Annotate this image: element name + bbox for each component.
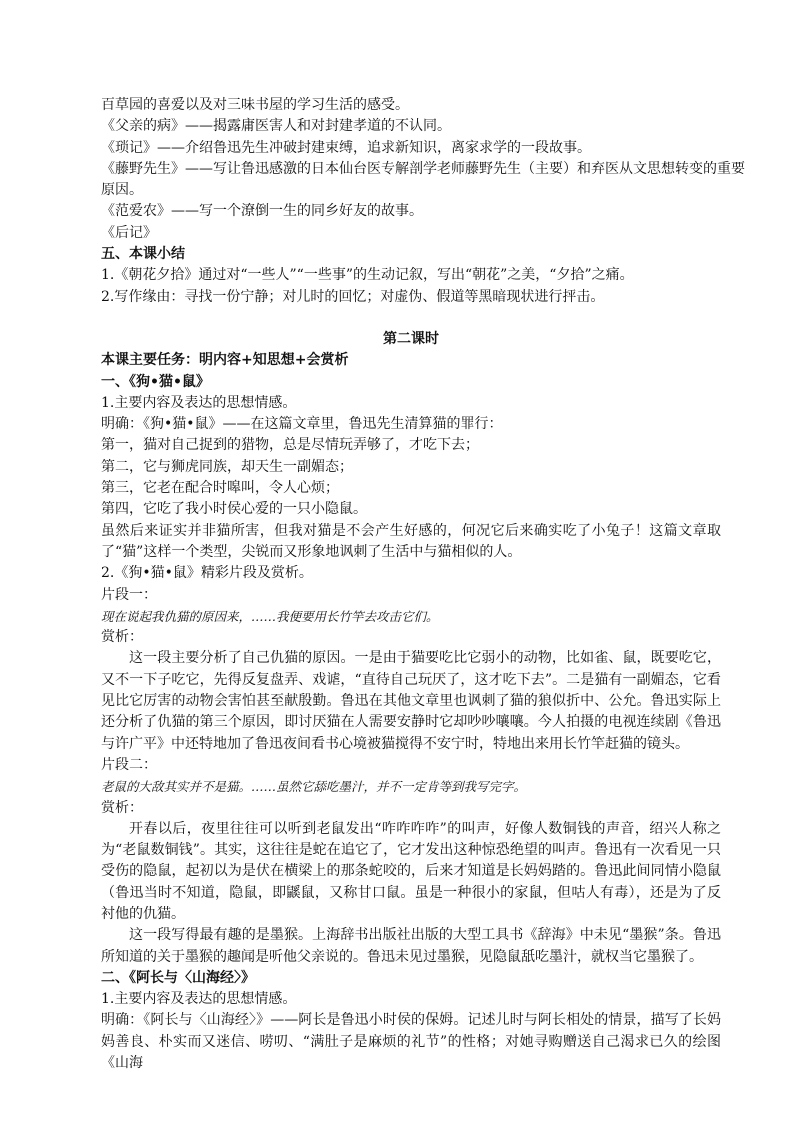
section-2-q1: 1.主要内容及表达的思想情感。 [101, 991, 297, 1008]
section-1-answer-3: 第二，它与狮虎同族，却天生一副媚态； [101, 458, 353, 475]
lesson-task: 本课主要任务：明内容+知思想+会赏析 [101, 352, 349, 369]
section-1-answer-4: 第三，它老在配合时嗥叫，令人心烦； [101, 480, 339, 497]
intro-line-7: 《后记》 [101, 224, 157, 241]
section-1-answer-1: 明确：《狗•猫•鼠》——在这篇文章里，鲁迅先生清算猫的罪行： [101, 416, 503, 433]
lesson-title: 第二课时 [383, 330, 439, 347]
section-1-heading: 一、《狗•猫•鼠》 [101, 373, 210, 390]
document-page [101, 95, 745, 1074]
fragment-1-analysis: 这一段主要分析了自己仇猫的原因。一是由于猫要吃比它弱小的动物，比如雀、鼠，既要吃它，又不一下子吃它，先得反复盘弄、戏谑，“直待自己玩厌了，这才吃下去”。二是猫有一副媚态，它看见比它厉害的动物会害怕甚至献殷勤。鲁迅在其他文章里也讽刺了猫的狼似折中、公允。鲁迅实际上还分析了仇猫的第三个原因，即讨厌猫在人需要安静时它却吵吵嚷嚷。今人拍摄的电视连续剧《鲁迅与许广平》中还特地加了鲁迅夜间看书心境被猫搅得不安宁时，特地出来用长竹竿赶猫的镜头。 [101, 650, 721, 752]
section-1-answer-5: 第四，它吃了我小时侯心爱的一只小隐鼠。 [101, 501, 367, 518]
fragment-2-label: 片段二： [101, 756, 157, 773]
section-2-answer: 明确：《阿长与〈山海经〉》——阿长是鲁迅小时侯的保姆。记述儿时与阿长相处的情景，描写了长妈妈善良、朴实而又迷信、唠叨、“满肚子是麻烦的礼节”的性格；对她寻购赠送自己渴求已久的绘图《山海 [101, 1012, 721, 1072]
intro-line-4: 《藤野先生》——写让鲁迅感激的日本仙台医专解剖学老师藤野先生（主要）和弃医从文思想转变的重要 [101, 160, 745, 177]
intro-line-5: 原因。 [101, 182, 143, 199]
section-1-answer-2: 第一，猫对自己捉到的猎物，总是尽情玩弄够了，才吃下去； [101, 437, 479, 454]
intro-line-2: 《父亲的病》——揭露庸医害人和对封建孝道的不认同。 [101, 118, 451, 135]
summary-item-2: 2.写作缘由：寻找一份宁静；对儿时的回忆；对虚伪、假道等黑暗现状进行抨击。 [101, 288, 605, 305]
intro-line-3: 《琐记》——介绍鲁迅先生冲破封建束缚，追求新知识，离家求学的一段故事。 [101, 139, 591, 156]
summary-item-1: 1.《朝花夕拾》通过对“一些人”“一些事”的生动记叙，写出“朝花”之美，“夕拾”之痛。 [101, 267, 634, 284]
fragment-1-label: 片段一： [101, 586, 157, 603]
fragment-2-quote: 老鼠的大敌其实并不是猫。……虽然它舔吃墨汁，并不一定肯等到我写完字。 [101, 779, 527, 795]
intro-line-6: 《范爱农》——写一个潦倒一生的同乡好友的故事。 [101, 203, 423, 220]
section-2-heading: 二、《阿长与〈山海经〉》 [101, 969, 255, 986]
section-1-q2: 2.《狗•猫•鼠》精彩片段及赏析。 [101, 565, 313, 582]
fragment-2-analysis-label: 赏析： [101, 799, 143, 816]
fragment-1-analysis-label: 赏析： [101, 629, 143, 646]
summary-heading: 五、本课小结 [101, 246, 185, 263]
section-1-conclusion: 虽然后来证实并非猫所害，但我对猫是不会产生好感的，何况它后来确实吃了小兔子！这篇文章取了“猫”这样一个类型，尖锐而又形象地讽刺了生活中与猫相似的人。 [101, 522, 721, 560]
fragment-2-analysis-b: 这一段写得最有趣的是墨猴。上海辞书出版社出版的大型工具书《辞海》中未见“墨猴”条。鲁迅所知道的关于墨猴的趣闻是听他父亲说的。鲁迅未见过墨猴，见隐鼠舐吃墨汁，就权当它墨猴了。 [101, 927, 721, 965]
section-1-q1: 1.主要内容及表达的思想情感。 [101, 394, 297, 411]
intro-line-1: 百草园的喜爱以及对三味书屋的学习生活的感受。 [101, 97, 409, 113]
spacer [101, 308, 721, 329]
fragment-2-analysis-a: 开春以后，夜里往往可以听到老鼠发出“咋咋咋咋”的叫声，好像人数铜钱的声音，绍兴人称之为“老鼠数铜钱”。其实，这往往是蛇在追它了，它才发出这种惊恐绝望的叫声。鲁迅有一次看见一只受伤的隐鼠，起初以为是伏在横梁上的那条蛇咬的，后来才知道是长妈妈踏的。鲁迅此间同情小隐鼠（鲁迅当时不知道，隐鼠，即鼷鼠，又称甘口鼠。虽是一种很小的家鼠，但咕人有毒），还是为了反衬他的仇猫。 [101, 820, 721, 922]
fragment-1-quote: 现在说起我仇猫的原因来，……我便要用长竹竿去攻击它们。 [101, 608, 439, 624]
